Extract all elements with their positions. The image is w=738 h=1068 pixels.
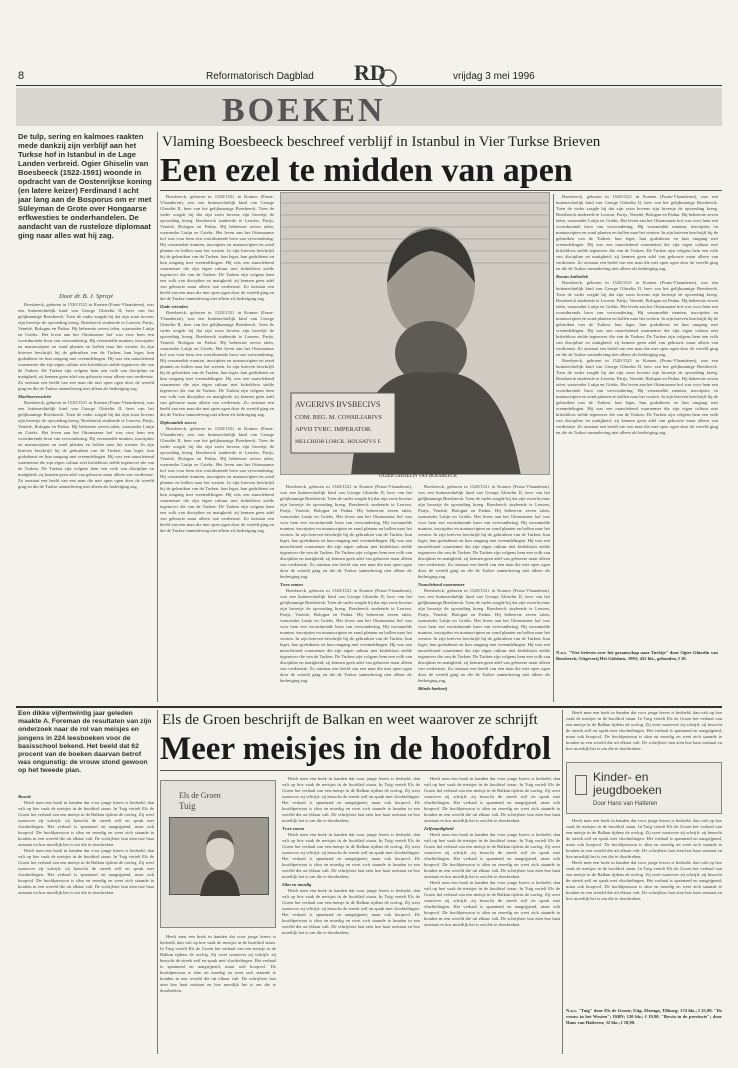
- subhead-oude-vrienden: Oude vrienden: [160, 304, 188, 309]
- subhead-bosnie: Bosnië: [18, 794, 32, 799]
- article2-lead: Een dikke vijfentwintig jaar geleden maakte A. Foreman de resultaten van zijn onderzoek naar de rol van meisjes en jongens in 224 leesboeken voor de basisschool bekend. Het beeld dat 62 procent van de boeken daarvan betrof was ongunstig: de vrouw stond gewoon op het tweede plan.: [18, 710, 152, 775]
- section-title: BOEKEN: [222, 92, 386, 129]
- subhead-slim-en-moedig: Slim en moedig: [282, 882, 312, 887]
- article1-byline: Door dr. B. J. Spruyt: [59, 293, 113, 300]
- portrait-caption: OGIER GHISELIN VAN BOESBEECK: [378, 474, 458, 479]
- article2-col5-top: [566, 710, 722, 758]
- column-box-author: Door Hans van Halteren: [593, 801, 658, 807]
- article1-title: Een ezel te midden van apen: [160, 152, 573, 189]
- article2-col1-text: Heeft men een boek in handen dat voor jonge lezers is bedoeld, dan valt op hoe vaak de meisjes in de hoofdrol staan. In Tuig vertelt Els de Groen het verhaal van een meisje in de Balkan tijdens de oorlog. Zij weet waarover zij schrijft: zij bezocht de streek zelf en sprak met vluchtelingen. Het verhaal is spannend en aangrijpend, maar ook hoopvol. De hoofdpersoon is slim en moedig en weet zich staande te houden in een wereld die uit elkaar valt. De schrijfster laat zien hoe haat ontstaat en hoe moeilijk het is om die te doorbreken.: [18, 800, 154, 847]
- title1-rule: [160, 190, 722, 191]
- book-cover-photo: [169, 817, 269, 895]
- article2-col3: [282, 776, 420, 1054]
- article1-col1: [18, 302, 154, 702]
- inscription-line-1: AVGERIVS BVSBECIVS: [295, 400, 381, 409]
- article1-note: [556, 650, 718, 702]
- subhead-machtsevenwicht: Machtsevenwicht: [18, 394, 51, 399]
- issue-date: vrijdag 3 mei 1996: [453, 71, 535, 82]
- article1-col3: [280, 484, 412, 702]
- article2-col3-text: Heeft men een boek in handen dat voor jonge lezers is bedoeld, dan valt op hoe vaak de meisjes in de hoofdrol staan. In Tuig vertelt Els de Groen het verhaal van een meisje in de Balkan tijdens de oorlog. Zij weet waarover zij schrijft: zij bezocht de streek zelf en sprak met vluchtelingen. Het verhaal is spannend en aangrijpend, maar ook hoopvol. De hoofdpersoon is slim en moedig en weet zich staande te houden in een wereld die uit elkaar valt. De schrijfster laat zien hoe haat ontstaat en hoe moeilijk het is om die te doorbreken.: [282, 776, 420, 823]
- article1-note-text: N.a.v. "Vier brieven over het gezantschap naar Turkije" door Ogier Ghiselin van Boesbeeck; Uitgeverij Het Gidshuis, 1995; 432 blz., gebonden, f 39.: [556, 650, 718, 661]
- article2-col1-text-2: Heeft men een boek in handen dat voor jonge lezers is bedoeld, dan valt op hoe vaak de meisjes in de hoofdrol staan. In Tuig vertelt Els de Groen het verhaal van een meisje in de Balkan tijdens de oorlog. Zij weet waarover zij schrijft: zij bezocht de streek zelf en sprak met vluchtelingen. Het verhaal is spannend en aangrijpend, maar ook hoopvol. De hoofdpersoon is slim en moedig en weet zich staande te houden in een wereld die uit elkaar valt. De schrijfster laat zien hoe haat ontstaat en hoe moeilijk het is om die te doorbreken.: [18, 848, 154, 895]
- subhead-blinde-barbarij: Blinde barbarij: [418, 686, 447, 691]
- title2-rule: [160, 770, 560, 771]
- article2-col2: [160, 934, 276, 1054]
- article1-kicker: Vlaming Boesbeeck beschreef verblijf in Istanbul in Vier Turkse Brieven: [162, 134, 601, 150]
- article1-col2: [160, 194, 274, 702]
- article1-col4: [418, 484, 550, 702]
- inscription-line-4: MELCHIOR LORCK. HOLSATVS F.: [295, 439, 382, 445]
- article1-col2-text-2: Boesbeeck, geboren in 1520/1521 in Komen (Frans-Vlaanderen), was een buitenechtelijk kind van George Ghiselin II, heer van het gelijknamige Boesbeeck. Toen de vader zorgde hij dat zijn zoon bovens zijn broertje de opvoeding kreeg. Boesbeeck studeerde te Leuven, Parijs, Venetië, Bologna en Padua. Hij beheerste zeven talen, waaronder Latijn en Grieks. Het leven aan het Ottomaanse hof was voor hem een voortdurende bron van verwondering. Hij verzamelde munten, inscripties en manuscripten en zond planten en bollen naar het westen. In zijn brieven beschrijft hij de gebruiken van de Turken, hun leger, hun godsdienst en hun omgang met vreemdelingen. Hij was een nauwlettend waarnemer die zijn eigen cultuur niet kritiekloos stelde tegenover die van de Turken. De Turken zijn volgens hem een volk van discipline en matigheid; zij kennen geen adel van geboorte maar alleen van verdienste. Zo ontstaat een beeld van een man die met open ogen door de wereld ging en die de Turkse samenleving niet alleen als bedreiging zag.: [160, 310, 274, 417]
- subhead-diplomatiek-succes: Diplomatiek succes: [160, 420, 197, 425]
- article2-col5-top-text: Heeft men een boek in handen dat voor jonge lezers is bedoeld, dan valt op hoe vaak de meisjes in de hoofdrol staan. In Tuig vertelt Els de Groen het verhaal van een meisje in de Balkan tijdens de oorlog. Zij weet waarover zij schrijft: zij bezocht de streek zelf en sprak met vluchtelingen. Het verhaal is spannend en aangrijpend, maar ook hoopvol. De hoofdpersoon is slim en moedig en weet zich staande te houden in een wereld die uit elkaar valt. De schrijfster laat zien hoe haat ontstaat en hoe moeilijk het is om die te doorbreken.: [566, 710, 722, 751]
- article2-col5-text-2: Heeft men een boek in handen dat voor jonge lezers is bedoeld, dan valt op hoe vaak de meisjes in de hoofdrol staan. In Tuig vertelt Els de Groen het verhaal van een meisje in de Balkan tijdens de oorlog. Zij weet waarover zij schrijft: zij bezocht de streek zelf en sprak met vluchtelingen. Het verhaal is spannend en aangrijpend, maar ook hoopvol. De hoofdpersoon is slim en moedig en weet zich staande te houden in een wereld die uit elkaar valt. De schrijfster laat zien hoe haat ontstaat en hoe moeilijk het is om die te doorbreken.: [566, 860, 722, 901]
- subhead-zelfstandigheid: Zelfstandigheid: [424, 826, 454, 831]
- article2-col3-text-2: Heeft men een boek in handen dat voor jonge lezers is bedoeld, dan valt op hoe vaak de meisjes in de hoofdrol staan. In Tuig vertelt Els de Groen het verhaal van een meisje in de Balkan tijdens de oorlog. Zij weet waarover zij schrijft: zij bezocht de streek zelf en sprak met vluchtelingen. Het verhaal is spannend en aangrijpend, maar ook hoopvol. De hoofdpersoon is slim en moedig en weet zich staande te houden in een wereld die uit elkaar valt. De schrijfster laat zien hoe haat ontstaat en hoe moeilijk het is om die te doorbreken.: [282, 832, 420, 879]
- article1-colr-text-3: Boesbeeck, geboren in 1520/1521 in Komen (Frans-Vlaanderen), was een buitenechtelijk kind van George Ghiselin II, heer van het gelijknamige Boesbeeck. Toen de vader zorgde hij dat zijn zoon bovens zijn broertje de opvoeding kreeg. Boesbeeck studeerde te Leuven, Parijs, Venetië, Bologna en Padua. Hij beheerste zeven talen, waaronder Latijn en Grieks. Het leven aan het Ottomaanse hof was voor hem een voortdurende bron van verwondering. Hij verzamelde munten, inscripties en manuscripten en zond planten en bollen naar het westen. In zijn brieven beschrijft hij de gebruiken van de Turken, hun leger, hun godsdienst en hun omgang met vreemdelingen. Hij was een nauwlettend waarnemer die zijn eigen cultuur niet kritiekloos stelde tegenover die van de Turken. De Turken zijn volgens hem een volk van discipline en matigheid; zij kennen geen adel van geboorte maar alleen van verdienste. Zo ontstaat een beeld van een man die met open ogen door de wereld ging en die de Turkse samenleving niet alleen als bedreiging zag.: [556, 358, 718, 435]
- column-box-title-line1: Kinder- en: [593, 770, 649, 784]
- paper-name: Reformatorisch Dagblad: [206, 71, 314, 82]
- article1-col3-text: Boesbeeck, geboren in 1520/1521 in Komen (Frans-Vlaanderen), was een buitenechtelijk kind van George Ghiselin II, heer van het gelijknamige Boesbeeck. Toen de vader zorgde hij dat zijn zoon bovens zijn broertje de opvoeding kreeg. Boesbeeck studeerde te Leuven, Parijs, Venetië, Bologna en Padua. Hij beheerste zeven talen, waaronder Latijn en Grieks. Het leven aan het Ottomaanse hof was voor hem een voortdurende bron van verwondering. Hij verzamelde munten, inscripties en manuscripten en zond planten en bollen naar het westen. In zijn brieven beschrijft hij de gebruiken van de Turken, hun leger, hun godsdienst en hun omgang met vreemdelingen. Hij was een nauwlettend waarnemer die zijn eigen cultuur niet kritiekloos stelde tegenover die van de Turken. De Turken zijn volgens hem een volk van discipline en matigheid; zij kennen geen adel van geboorte maar alleen van verdienste. Zo ontstaat een beeld van een man die met open ogen door de wereld ging en die de Turkse samenleving niet alleen als bedreiging zag.: [280, 484, 412, 579]
- portrait-drawing: [281, 193, 550, 475]
- article-divider: [16, 706, 722, 708]
- book-icon: [575, 775, 587, 795]
- col-rule-1: [157, 132, 158, 702]
- article1-col2-text-3: Boesbeeck, geboren in 1520/1521 in Komen (Frans-Vlaanderen), was een buitenechtelijk kind van George Ghiselin II, heer van het gelijknamige Boesbeeck. Toen de vader zorgde hij dat zijn zoon bovens zijn broertje de opvoeding kreeg. Boesbeeck studeerde te Leuven, Parijs, Venetië, Bologna en Padua. Hij beheerste zeven talen, waaronder Latijn en Grieks. Het leven aan het Ottomaanse hof was voor hem een voortdurende bron van verwondering. Hij verzamelde munten, inscripties en manuscripten en zond planten en bollen naar het westen. In zijn brieven beschrijft hij de gebruiken van de Turken, hun leger, hun godsdienst en hun omgang met vreemdelingen. Hij was een nauwlettend waarnemer die zijn eigen cultuur niet kritiekloos stelde tegenover die van de Turken. De Turken zijn volgens hem een volk van discipline en matigheid; zij kennen geen adel van geboorte maar alleen van verdienste. Zo ontstaat een beeld van een man die met open ogen door de wereld ging en die de Turkse samenleving niet alleen als bedreiging zag.: [160, 426, 274, 533]
- article2-col3-text-3: Heeft men een boek in handen dat voor jonge lezers is bedoeld, dan valt op hoe vaak de meisjes in de hoofdrol staan. In Tuig vertelt Els de Groen het verhaal van een meisje in de Balkan tijdens de oorlog. Zij weet waarover zij schrijft: zij bezocht de streek zelf en sprak met vluchtelingen. Het verhaal is spannend en aangrijpend, maar ook hoopvol. De hoofdpersoon is slim en moedig en weet zich staande te houden in een wereld die uit elkaar valt. De schrijfster laat zien hoe haat ontstaat en hoe moeilijk het is om die te doorbreken.: [282, 888, 420, 935]
- article1-col-right: [556, 194, 718, 702]
- article2-col4: [424, 776, 560, 1054]
- article2-col4-text-2: Heeft men een boek in handen dat voor jonge lezers is bedoeld, dan valt op hoe vaak de meisjes in de hoofdrol staan. In Tuig vertelt Els de Groen het verhaal van een meisje in de Balkan tijdens de oorlog. Zij weet waarover zij schrijft: zij bezocht de streek zelf en sprak met vluchtelingen. Het verhaal is spannend en aangrijpend, maar ook hoopvol. De hoofdpersoon is slim en moedig en weet zich staande te houden in een wereld die uit elkaar valt. De schrijfster laat zien hoe haat ontstaat en hoe moeilijk het is om die te doorbreken.: [424, 832, 560, 879]
- subhead-nauwlettend-waarnemer: Nauwlettend waarnemer: [418, 582, 465, 587]
- article2-col4-text: Heeft men een boek in handen dat voor jonge lezers is bedoeld, dan valt op hoe vaak de meisjes in de hoofdrol staan. In Tuig vertelt Els de Groen het verhaal van een meisje in de Balkan tijdens de oorlog. Zij weet waarover zij schrijft: zij bezocht de streek zelf en sprak met vluchtelingen. Het verhaal is spannend en aangrijpend, maar ook hoopvol. De hoofdpersoon is slim en moedig en weet zich staande te houden in een wereld die uit elkaar valt. De schrijfster laat zien hoe haat ontstaat en hoe moeilijk het is om die te doorbreken.: [424, 776, 560, 823]
- article1-col2-text: Boesbeeck, geboren in 1520/1521 in Komen (Frans-Vlaanderen), was een buitenechtelijk kind van George Ghiselin II, heer van het gelijknamige Boesbeeck. Toen de vader zorgde hij dat zijn zoon bovens zijn broertje de opvoeding kreeg. Boesbeeck studeerde te Leuven, Parijs, Venetië, Bologna en Padua. Hij beheerste zeven talen, waaronder Latijn en Grieks. Het leven aan het Ottomaanse hof was voor hem een voortdurende bron van verwondering. Hij verzamelde munten, inscripties en manuscripten en zond planten en bollen naar het westen. In zijn brieven beschrijft hij de gebruiken van de Turken, hun leger, hun godsdienst en hun omgang met vreemdelingen. Hij was een nauwlettend waarnemer die zijn eigen cultuur niet kritiekloos stelde tegenover die van de Turken. De Turken zijn volgens hem een volk van discipline en matigheid; zij kennen geen adel van geboorte maar alleen van verdienste. Zo ontstaat een beeld van een man die met open ogen door de wereld ging en die de Turkse samenleving niet alleen als bedreiging zag.: [160, 194, 274, 301]
- article2-col2-text: Heeft men een boek in handen dat voor jonge lezers is bedoeld, dan valt op hoe vaak de meisjes in de hoofdrol staan. In Tuig vertelt Els de Groen het verhaal van een meisje in de Balkan tijdens de oorlog. Zij weet waarover zij schrijft: zij bezocht de streek zelf en sprak met vluchtelingen. Het verhaal is spannend en aangrijpend, maar ook hoopvol. De hoofdpersoon is slim en moedig en weet zich staande te houden in een wereld die uit elkaar valt. De schrijfster laat zien hoe haat ontstaat en hoe moeilijk het is om die te doorbreken.: [160, 934, 276, 993]
- article1-col3-text-2: Boesbeeck, geboren in 1520/1521 in Komen (Frans-Vlaanderen), was een buitenechtelijk kind van George Ghiselin II, heer van het gelijknamige Boesbeeck. Toen de vader zorgde hij dat zijn zoon bovens zijn broertje de opvoeding kreeg. Boesbeeck studeerde te Leuven, Parijs, Venetië, Bologna en Padua. Hij beheerste zeven talen, waaronder Latijn en Grieks. Het leven aan het Ottomaanse hof was voor hem een voortdurende bron van verwondering. Hij verzamelde munten, inscripties en manuscripten en zond planten en bollen naar het westen. In zijn brieven beschrijft hij de gebruiken van de Turken, hun leger, hun godsdienst en hun omgang met vreemdelingen. Hij was een nauwlettend waarnemer die zijn eigen cultuur niet kritiekloos stelde tegenover die van de Turken. De Turken zijn volgens hem een volk van discipline en matigheid; zij kennen geen adel van geboorte maar alleen van verdienste. Zo ontstaat een beeld van een man die met open ogen door de wereld ging en die de Turkse samenleving niet alleen als bedreiging zag.: [280, 588, 412, 683]
- article2-col1: [18, 792, 154, 1054]
- article2-note-text: N.a.v. "Tuig" door Els de Groen; Uitg. Elzenga, Tilburg; 174 blz.; f 25,90. "De vrouw in het Westen"; ISBN; 120 blz.; f 19,90. "Bewia in de provincie"; door Hans van Halteren; 32 blz.; f 18,90.: [566, 1008, 722, 1025]
- column-box-title-line2: jeugdboeken: [593, 783, 662, 797]
- subhead-twee-zonen: Twee zonen: [282, 826, 305, 831]
- article2-col4-text-3: Heeft men een boek in handen dat voor jonge lezers is bedoeld, dan valt op hoe vaak de meisjes in de hoofdrol staan. In Tuig vertelt Els de Groen het verhaal van een meisje in de Balkan tijdens de oorlog. Zij weet waarover zij schrijft: zij bezocht de streek zelf en sprak met vluchtelingen. Het verhaal is spannend en aangrijpend, maar ook hoopvol. De hoofdpersoon is slim en moedig en weet zich staande te houden in een wereld die uit elkaar valt. De schrijfster laat zien hoe haat ontstaat en hoe moeilijk het is om die te doorbreken.: [424, 880, 560, 927]
- logo-text: RD: [354, 60, 386, 85]
- inscription-line-3: APVD TVRC. IMPERATOR.: [295, 426, 372, 433]
- article1-col1-text-2: Boesbeeck, geboren in 1520/1521 in Komen (Frans-Vlaanderen), was een buitenechtelijk kind van George Ghiselin II, heer van het gelijknamige Boesbeeck. Toen de vader zorgde hij dat zijn zoon bovens zijn broertje de opvoeding kreeg. Boesbeeck studeerde te Leuven, Parijs, Venetië, Bologna en Padua. Hij beheerste zeven talen, waaronder Latijn en Grieks. Het leven aan het Ottomaanse hof was voor hem een voortdurende bron van verwondering. Hij verzamelde munten, inscripties en manuscripten en zond planten en bollen naar het westen. In zijn brieven beschrijft hij de gebruiken van de Turken, hun leger, hun godsdienst en hun omgang met vreemdelingen. Hij was een nauwlettend waarnemer die zijn eigen cultuur niet kritiekloos stelde tegenover die van de Turken. De Turken zijn volgens hem een volk van discipline en matigheid; zij kennen geen adel van geboorte maar alleen van verdienste. Zo ontstaat een beeld van een man die met open ogen door de wereld ging en die de Turkse samenleving niet alleen als bedreiging zag.: [18, 400, 154, 489]
- article2-title: Meer meisjes in de hoofdrol: [160, 731, 552, 767]
- article1-col4-text: Boesbeeck, geboren in 1520/1521 in Komen (Frans-Vlaanderen), was een buitenechtelijk kind van George Ghiselin II, heer van het gelijknamige Boesbeeck. Toen de vader zorgde hij dat zijn zoon bovens zijn broertje de opvoeding kreeg. Boesbeeck studeerde te Leuven, Parijs, Venetië, Bologna en Padua. Hij beheerste zeven talen, waaronder Latijn en Grieks. Het leven aan het Ottomaanse hof was voor hem een voortdurende bron van verwondering. Hij verzamelde munten, inscripties en manuscripten en zond planten en bollen naar het westen. In zijn brieven beschrijft hij de gebruiken van de Turken, hun leger, hun godsdienst en hun omgang met vreemdelingen. Hij was een nauwlettend waarnemer die zijn eigen cultuur niet kritiekloos stelde tegenover die van de Turken. De Turken zijn volgens hem een volk van discipline en matigheid; zij kennen geen adel van geboorte maar alleen van verdienste. Zo ontstaat een beeld van een man die met open ogen door de wereld ging en die de Turkse samenleving niet alleen als bedreiging zag.: [418, 484, 550, 579]
- column-box-title: [593, 771, 662, 797]
- book-cover-author: Els de Groen: [179, 791, 221, 800]
- article2-col5: [566, 818, 722, 1004]
- article1-colr-text-2: Boesbeeck, geboren in 1520/1521 in Komen (Frans-Vlaanderen), was een buitenechtelijk kind van George Ghiselin II, heer van het gelijknamige Boesbeeck. Toen de vader zorgde hij dat zijn zoon bovens zijn broertje de opvoeding kreeg. Boesbeeck studeerde te Leuven, Parijs, Venetië, Bologna en Padua. Hij beheerste zeven talen, waaronder Latijn en Grieks. Het leven aan het Ottomaanse hof was voor hem een voortdurende bron van verwondering. Hij verzamelde munten, inscripties en manuscripten en zond planten en bollen naar het westen. In zijn brieven beschrijft hij de gebruiken van de Turken, hun leger, hun godsdienst en hun omgang met vreemdelingen. Hij was een nauwlettend waarnemer die zijn eigen cultuur niet kritiekloos stelde tegenover die van de Turken. De Turken zijn volgens hem een volk van discipline en matigheid; zij kennen geen adel van geboorte maar alleen van verdienste. Zo ontstaat een beeld van een man die met open ogen door de wereld ging en die de Turkse samenleving niet alleen als bedreiging zag.: [556, 280, 718, 357]
- book-cover-title: Tuig: [179, 801, 196, 811]
- inscription-line-2: COM. REG. M. CONSILIARIVS: [295, 414, 382, 421]
- book-cover: [160, 780, 276, 928]
- article2-note: [566, 1008, 722, 1054]
- column-box: [566, 762, 722, 814]
- subhead-rooms-katholiek: Rooms-katholiek: [556, 274, 589, 279]
- subhead-twee-ezmen: Twee ezmen: [280, 582, 303, 587]
- article1-col4-text-2: Boesbeeck, geboren in 1520/1521 in Komen (Frans-Vlaanderen), was een buitenechtelijk kind van George Ghiselin II, heer van het gelijknamige Boesbeeck. Toen de vader zorgde hij dat zijn zoon bovens zijn broertje de opvoeding kreeg. Boesbeeck studeerde te Leuven, Parijs, Venetië, Bologna en Padua. Hij beheerste zeven talen, waaronder Latijn en Grieks. Het leven aan het Ottomaanse hof was voor hem een voortdurende bron van verwondering. Hij verzamelde munten, inscripties en manuscripten en zond planten en bollen naar het westen. In zijn brieven beschrijft hij de gebruiken van de Turken, hun leger, hun godsdienst en hun omgang met vreemdelingen. Hij was een nauwlettend waarnemer die zijn eigen cultuur niet kritiekloos stelde tegenover die van de Turken. De Turken zijn volgens hem een volk van discipline en matigheid; zij kennen geen adel van geboorte maar alleen van verdienste. Zo ontstaat een beeld van een man die met open ogen door de wereld ging en die de Turkse samenleving niet alleen als bedreiging zag.: [418, 588, 550, 683]
- article2-col5-text: Heeft men een boek in handen dat voor jonge lezers is bedoeld, dan valt op hoe vaak de meisjes in de hoofdrol staan. In Tuig vertelt Els de Groen het verhaal van een meisje in de Balkan tijdens de oorlog. Zij weet waarover zij schrijft: zij bezocht de streek zelf en sprak met vluchtelingen. Het verhaal is spannend en aangrijpend, maar ook hoopvol. De hoofdpersoon is slim en moedig en weet zich staande te houden in een wereld die uit elkaar valt. De schrijfster laat zien hoe haat ontstaat en hoe moeilijk het is om die te doorbreken.: [566, 818, 722, 859]
- page-number: 8: [18, 70, 25, 82]
- col-rule-3: [157, 710, 158, 1054]
- article1-col1-text: Boesbeeck, geboren in 1520/1521 in Komen (Frans-Vlaanderen), was een buitenechtelijk kind van George Ghiselin II, heer van het gelijknamige Boesbeeck. Toen de vader zorgde hij dat zijn zoon bovens zijn broertje de opvoeding kreeg. Boesbeeck studeerde te Leuven, Parijs, Venetië, Bologna en Padua. Hij beheerste zeven talen, waaronder Latijn en Grieks. Het leven aan het Ottomaanse hof was voor hem een voortdurende bron van verwondering. Hij verzamelde munten, inscripties en manuscripten en zond planten en bollen naar het westen. In zijn brieven beschrijft hij de gebruiken van de Turken, hun leger, hun godsdienst en hun omgang met vreemdelingen. Hij was een nauwlettend waarnemer die zijn eigen cultuur niet kritiekloos stelde tegenover die van de Turken. De Turken zijn volgens hem een volk van discipline en matigheid; zij kennen geen adel van geboorte maar alleen van verdienste. Zo ontstaat een beeld van een man die met open ogen door de wereld ging en die de Turkse samenleving niet alleen als bedreiging zag.: [18, 302, 154, 391]
- portrait-engraving: [280, 192, 550, 475]
- article1-lead: De tulp, sering en kalmoes raakten mede dankzij zijn verblijf aan het Turkse hof in Istanbul in de Lage Landen verbreid. Ogier Ghiselin van Boesbeeck (1522-1591) woonde in opdracht van de Oostenrijkse koning (en latere keizer) Ferdinand I acht jaar lang aan de Bosporus om er met Süleyman de Grote over Hongaarse erfkwesties te onderhandelen. De aandacht van de rusteloze diplomaat ging naar alles wat hij zag.: [18, 132, 152, 240]
- col-rule-2: [553, 194, 554, 702]
- col-rule-4: [562, 710, 563, 1054]
- rd-plus-logo: [352, 56, 400, 90]
- article1-colr-text: Boesbeeck, geboren in 1520/1521 in Komen (Frans-Vlaanderen), was een buitenechtelijk kind van George Ghiselin II, heer van het gelijknamige Boesbeeck. Toen de vader zorgde hij dat zijn zoon bovens zijn broertje de opvoeding kreeg. Boesbeeck studeerde te Leuven, Parijs, Venetië, Bologna en Padua. Hij beheerste zeven talen, waaronder Latijn en Grieks. Het leven aan het Ottomaanse hof was voor hem een voortdurende bron van verwondering. Hij verzamelde munten, inscripties en manuscripten en zond planten en bollen naar het westen. In zijn brieven beschrijft hij de gebruiken van de Turken, hun leger, hun godsdienst en hun omgang met vreemdelingen. Hij was een nauwlettend waarnemer die zijn eigen cultuur niet kritiekloos stelde tegenover die van de Turken. De Turken zijn volgens hem een volk van discipline en matigheid; zij kennen geen adel van geboorte maar alleen van verdienste. Zo ontstaat een beeld van een man die met open ogen door de wereld ging en die de Turkse samenleving niet alleen als bedreiging zag.: [556, 194, 718, 271]
- article2-kicker: Els de Groen beschrijft de Balkan en weet waarover ze schrijft: [162, 712, 538, 728]
